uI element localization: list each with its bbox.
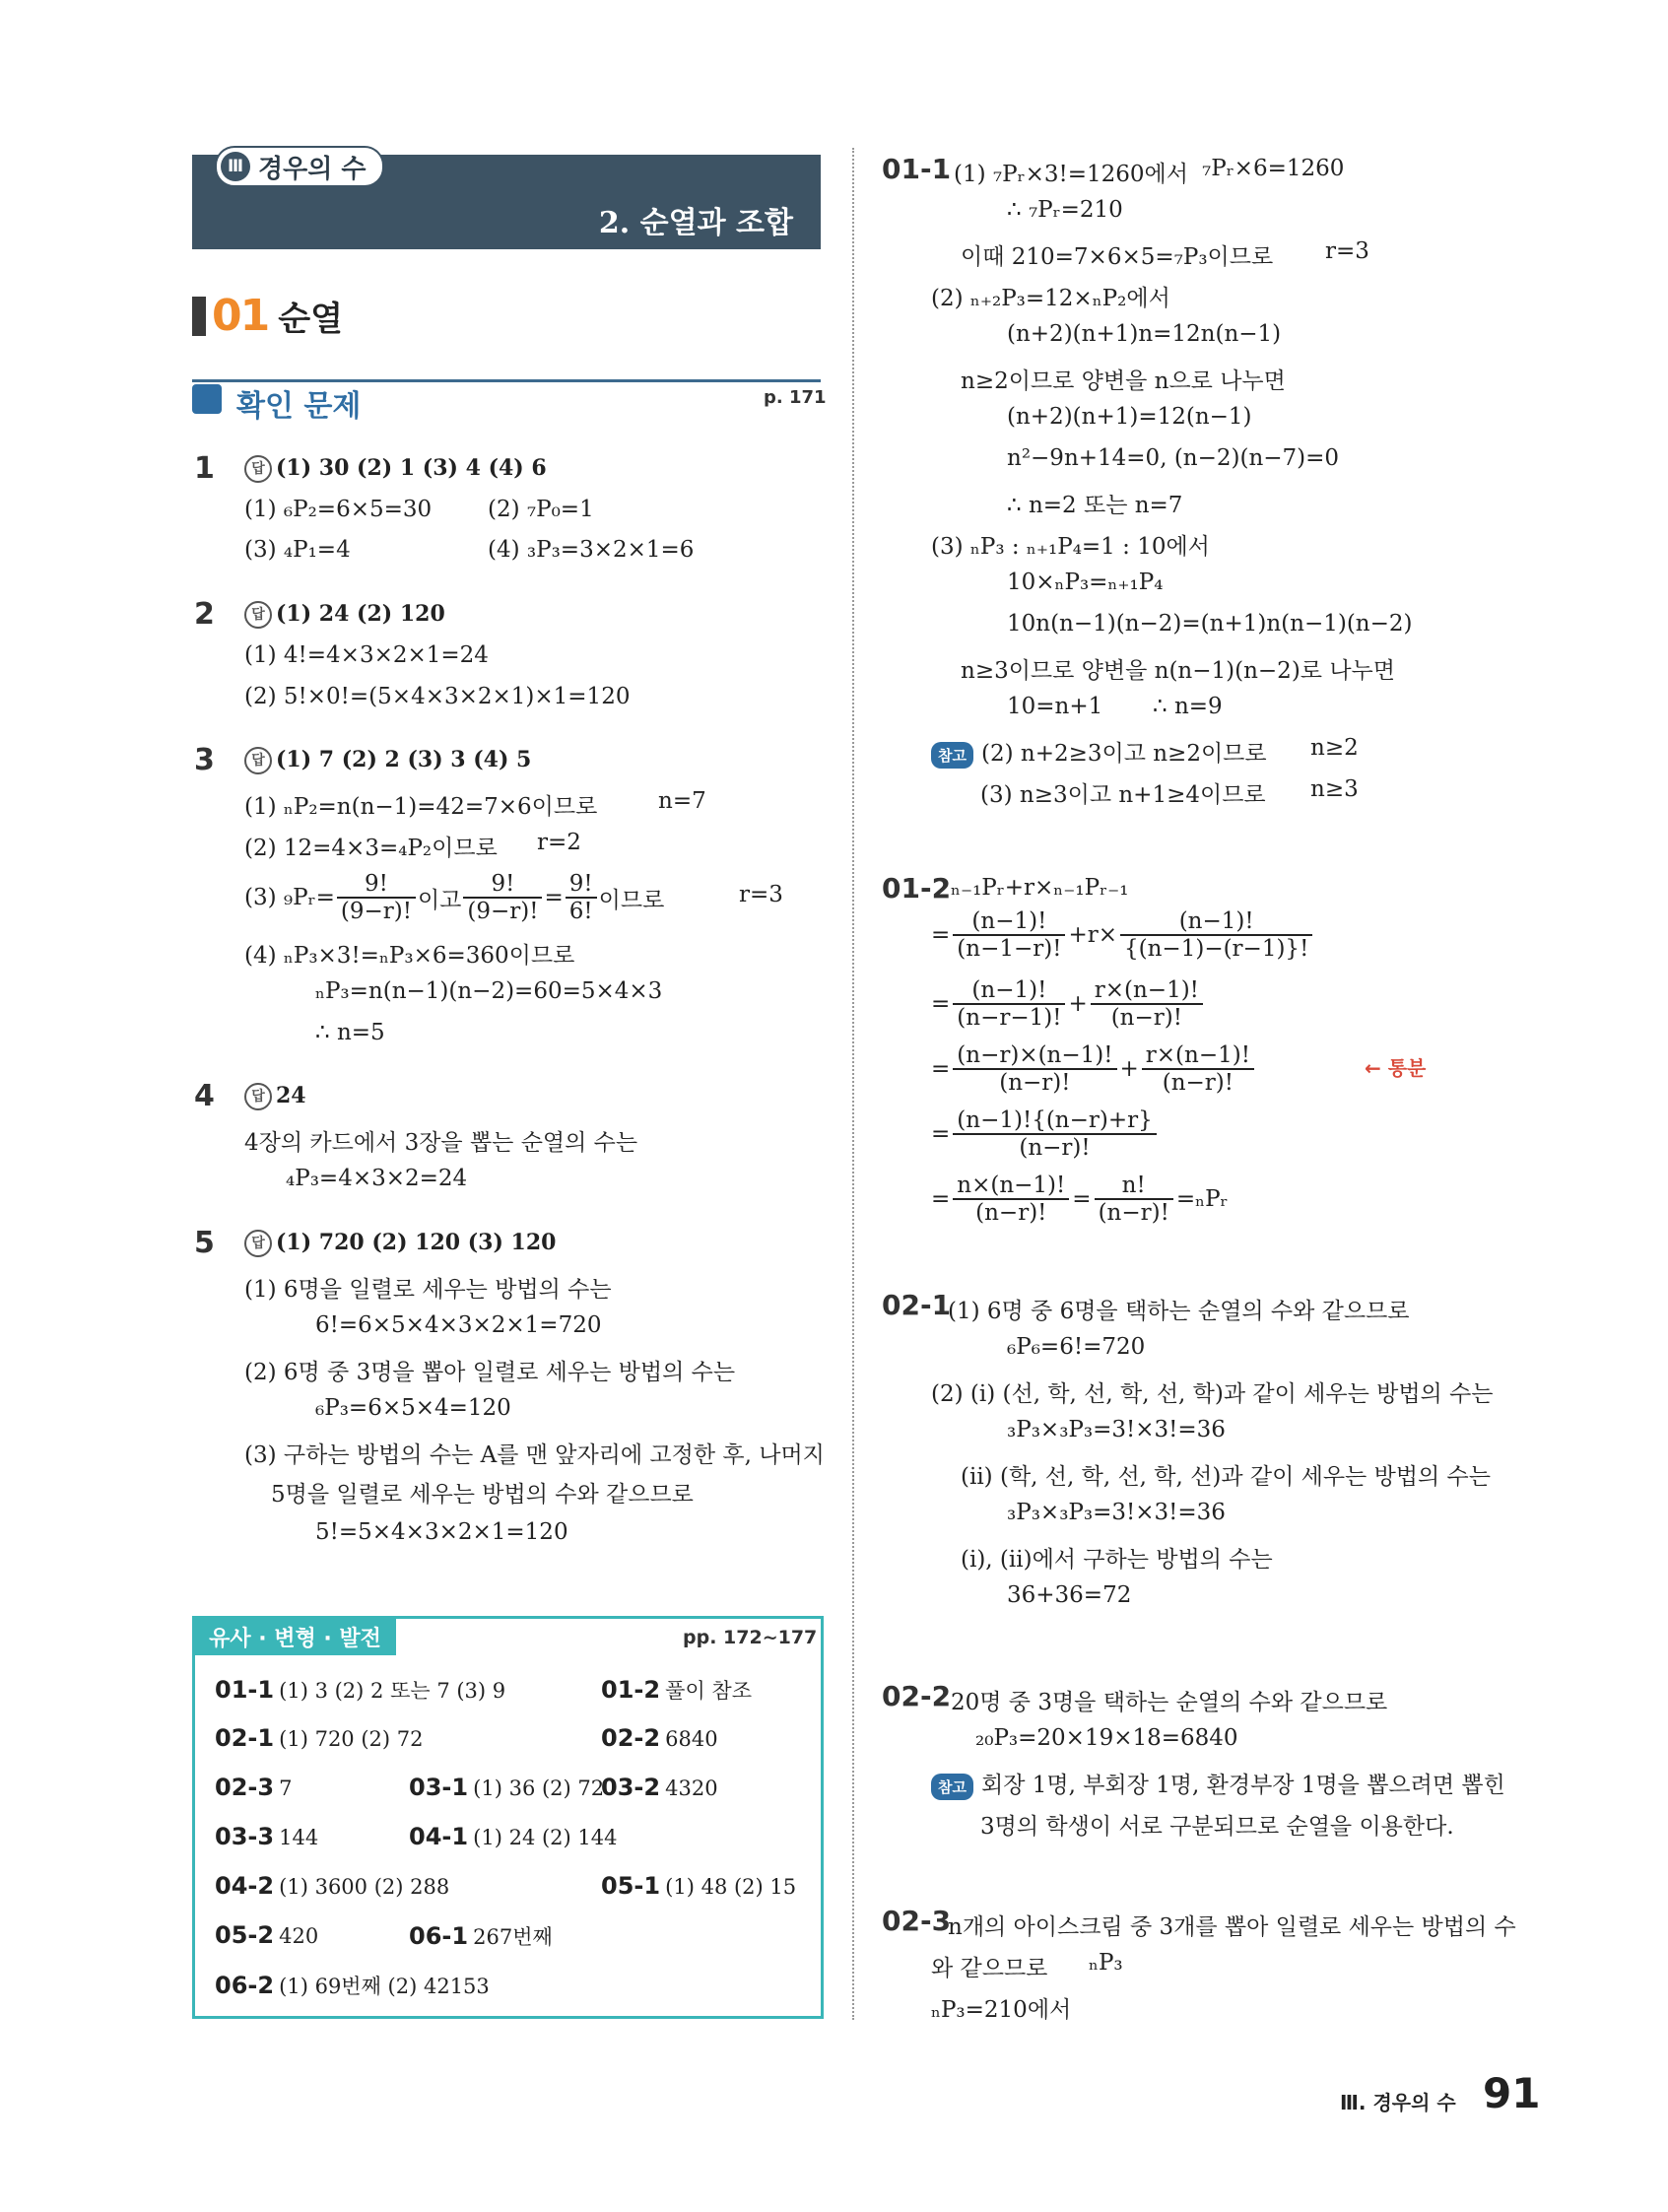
- solution-line: 와 같으므로: [931, 1956, 1048, 1981]
- solution-line: ∴ n=2 또는 n=7: [1007, 493, 1183, 518]
- summary-item: 04-1 (1) 24 (2) 144: [409, 1823, 618, 1850]
- solution-line: (1) ₇Pᵣ×3!=1260에서: [954, 162, 1188, 187]
- note-line: n≥2: [1310, 735, 1359, 761]
- note-line: n≥3: [1310, 776, 1359, 802]
- problem-number: 4: [194, 1079, 215, 1113]
- problem-number: 3: [194, 743, 215, 777]
- solution-line: 6!=6×5×4×3×2×1=720: [315, 1312, 602, 1338]
- check-problem-icon: [192, 384, 222, 414]
- answer-icon: 답: [244, 1083, 272, 1110]
- section-title: 2. 순열과 조합: [598, 206, 793, 240]
- check-problem-title: 확인 문제: [236, 389, 362, 424]
- solution-line: (ⅱ) (학, 선, 학, 선, 학, 선)과 같이 세우는 방법의 수는: [961, 1464, 1491, 1490]
- solution-line: ∴ n=9: [1153, 694, 1223, 719]
- solution-line: ₙP₃=210에서: [931, 1997, 1072, 2023]
- problem-number: 5: [194, 1226, 215, 1260]
- answer-line: 답 (1) 24 (2) 120: [244, 601, 445, 629]
- solution-line: (2) ₙ₊₂P₃=12×ₙP₂에서: [931, 286, 1170, 311]
- solution-line: 5명을 일렬로 세우는 방법의 수와 같으므로: [271, 1482, 694, 1508]
- exercise-label: 01-1: [882, 153, 952, 185]
- solution-line: (2) (ⅰ) (선, 학, 선, 학, 선, 학)과 같이 세우는 방법의 수는: [931, 1381, 1494, 1407]
- problem-number: 2: [194, 597, 215, 632]
- solution-line: ₆P₃=6×5×4=120: [315, 1395, 511, 1421]
- summary-item: 05-2 420: [215, 1921, 319, 1949]
- fraction: $\frac{r\times(n-1)!}{(n-r)!}$: [1091, 977, 1203, 1031]
- fraction: $\frac{r\times(n-1)!}{(n-r)!}$: [1142, 1042, 1254, 1096]
- equation-line: = $\frac{(n-r)\times(n-1)!}{(n-r)!}$ + $\frac{r\times(n-1)!}{(n-r)!}$: [931, 1042, 1254, 1096]
- summary-item: 03-2 4320: [601, 1774, 718, 1801]
- solution-line: 20명 중 3명을 택하는 순열의 수와 같으므로: [951, 1690, 1388, 1715]
- equation-line: = $\frac{(n-1)!}{(n-1-r)!}$ +r× $\frac{(n-1)!}{\{(n-1)-(r-1)\}!}$: [931, 908, 1312, 962]
- answer-icon: 답: [244, 455, 272, 483]
- check-page-ref: p. 171: [764, 387, 827, 408]
- section-title-text: 순열: [278, 300, 343, 339]
- solution-line: (1) 6명을 일렬로 세우는 방법의 수는: [244, 1277, 612, 1303]
- equation-line: = $\frac{(n-1)!}{(n-r-1)!}$ + $\frac{r\times(n-1)!}{(n-r)!}$: [931, 977, 1203, 1031]
- solution-line: 이때 210=7×6×5=₇P₃이므로: [961, 244, 1274, 270]
- fraction-line: (3) ₉Pᵣ= $\frac{9!}{(9-r)!}$ 이고 $\frac{9!}{(9-r)!}$ = $\frac{9!}{6!}$ 이므로: [244, 871, 665, 924]
- solution-line: ₇Pᵣ×6=1260: [1202, 156, 1345, 181]
- summary-item: 04-2 (1) 3600 (2) 288: [215, 1872, 450, 1900]
- fraction: $\frac{(n-1)!\{(n-r)+r\}}{(n-r)!}$: [953, 1107, 1156, 1161]
- summary-item: 05-1 (1) 48 (2) 15: [601, 1872, 797, 1900]
- solution-line: 36+36=72: [1007, 1582, 1132, 1608]
- note-badge: 참고: [931, 1774, 973, 1800]
- summary-item: 02-2 6840: [601, 1724, 718, 1752]
- answer-line: 답 (1) 7 (2) 2 (3) 3 (4) 5: [244, 747, 531, 774]
- equation-line: = $\frac{n\times(n-1)!}{(n-r)!}$ = $\frac{n!}{(n-r)!}$ =ₙPᵣ: [931, 1173, 1229, 1226]
- answer-line: 답 (1) 720 (2) 120 (3) 120: [244, 1230, 556, 1257]
- note-line: 참고 회장 1명, 부회장 1명, 환경부장 1명을 뽑으려면 뽑힌: [931, 1767, 1505, 1800]
- exercise-label: 01-2: [882, 872, 952, 905]
- note-badge: 참고: [931, 742, 973, 769]
- solution-line: (2) 5!×0!=(5×4×3×2×1)×1=120: [244, 684, 631, 709]
- solution-line: (1) 6명 중 6명을 택하는 순열의 수와 같으므로: [948, 1299, 1410, 1324]
- summary-item: 02-3 7: [215, 1774, 293, 1801]
- summary-item: 06-2 (1) 69번째 (2) 42153: [215, 1972, 490, 1999]
- solution-line: ∴ n=5: [315, 1020, 385, 1045]
- solution-line: r=3: [739, 882, 783, 907]
- solution-line: ₃P₃×₃P₃=3!×3!=36: [1007, 1417, 1226, 1442]
- solution-line: (3) ₄P₁=4: [244, 537, 351, 563]
- chapter-pill: [215, 146, 384, 187]
- solution-line: (3) 구하는 방법의 수는 A를 맨 앞자리에 고정한 후, 나머지: [244, 1442, 825, 1468]
- answer-line: 답 (1) 30 (2) 1 (3) 4 (4) 6: [244, 455, 547, 483]
- summary-item: 01-2 풀이 참조: [601, 1676, 752, 1704]
- solution-line: (n+2)(n+1)n=12n(n−1): [1007, 321, 1282, 347]
- footer-chapter: Ⅲ. 경우의 수: [1340, 2091, 1456, 2114]
- solution-line: (2) 12=4×3=₄P₂이므로: [244, 836, 498, 861]
- fraction: $\frac{(n-1)!}{(n-1-r)!}$: [953, 908, 1065, 962]
- equation-line: = $\frac{(n-1)!\{(n-r)+r\}}{(n-r)!}$: [931, 1107, 1157, 1161]
- summary-page-ref: pp. 172~177: [683, 1627, 818, 1648]
- solution-line: (4) ₃P₃=3×2×1=6: [488, 537, 695, 563]
- exercise-label: 02-1: [882, 1289, 952, 1321]
- fraction: $\frac{n!}{(n-r)!}$: [1095, 1173, 1173, 1226]
- solution-line: 10n(n−1)(n−2)=(n+1)n(n−1)(n−2): [1007, 611, 1413, 637]
- solution-line: 5!=5×4×3×2×1=120: [315, 1519, 568, 1545]
- solution-line: 4장의 카드에서 3장을 뽑는 순열의 수는: [244, 1130, 638, 1156]
- note-line: 참고 (2) n+2≥3이고 n≥2이므로: [931, 735, 1267, 769]
- solution-line: ₙ₋₁Pᵣ+r×ₙ₋₁Pᵣ₋₁: [951, 875, 1129, 901]
- note-line: 3명의 학생이 서로 구분되므로 순열을 이용한다.: [980, 1814, 1454, 1840]
- solution-line: ₙP₃=n(n−1)(n−2)=60=5×4×3: [315, 978, 663, 1004]
- summary-item: 03-1 (1) 36 (2) 72: [409, 1774, 605, 1801]
- summary-title: 유사 · 변형 · 발전: [194, 1618, 396, 1655]
- solution-line: n개의 아이스크림 중 3개를 뽑아 일렬로 세우는 방법의 수: [948, 1914, 1516, 1940]
- solution-line: ∴ ₇Pᵣ=210: [1007, 197, 1123, 223]
- solution-line: n≥3이므로 양변을 n(n−1)(n−2)로 나누면: [961, 658, 1395, 684]
- problem-number: 1: [194, 451, 215, 486]
- fraction: $\frac{9!}{(9-r)!}$: [337, 871, 416, 924]
- solution-line: ₙP₃: [1089, 1950, 1123, 1976]
- solution-line: (1) ₆P₂=6×5=30: [244, 497, 433, 522]
- exercise-label: 02-2: [882, 1680, 952, 1712]
- fraction: $\frac{(n-1)!}{\{(n-1)-(r-1)\}!}$: [1120, 908, 1312, 962]
- exercise-label: 02-3: [882, 1905, 952, 1937]
- note-line: (3) n≥3이고 n+1≥4이므로: [980, 782, 1266, 808]
- page-number: 91: [1483, 2069, 1541, 2117]
- summary-item: 01-1 (1) 3 (2) 2 또는 7 (3) 9: [215, 1676, 506, 1704]
- summary-item: 02-1 (1) 720 (2) 72: [215, 1724, 424, 1752]
- answer-line: 답 24: [244, 1083, 306, 1110]
- arrow-note: ← 통분: [1365, 1056, 1427, 1080]
- solution-line: ₄P₃=4×3×2=24: [286, 1166, 468, 1191]
- section-heading: [192, 291, 343, 341]
- solution-line: (1) ₙP₂=n(n−1)=42=7×6이므로: [244, 794, 598, 820]
- solution-line: 10=n+1: [1007, 694, 1103, 719]
- solution-line: 10×ₙP₃=ₙ₊₁P₄: [1007, 570, 1164, 595]
- fraction: $\frac{9!}{6!}$: [566, 871, 597, 924]
- solution-line: (2) ₇P₀=1: [488, 497, 594, 522]
- solution-line: (1) 4!=4×3×2×1=24: [244, 642, 489, 668]
- solution-line: (3) ₙP₃ : ₙ₊₁P₄=1 : 10에서: [931, 534, 1210, 560]
- section-bar: [192, 297, 206, 336]
- chapter-number-badge: Ⅲ: [221, 152, 250, 181]
- fraction: $\frac{9!}{(9-r)!}$: [463, 871, 542, 924]
- answer-icon: 답: [244, 1230, 272, 1257]
- summary-item: 03-3 144: [215, 1823, 319, 1850]
- solution-line: n≥2이므로 양변을 n으로 나누면: [961, 369, 1286, 394]
- solution-line: (2) 6명 중 3명을 뽑아 일렬로 세우는 방법의 수는: [244, 1360, 736, 1385]
- answer-icon: 답: [244, 747, 272, 774]
- section-number: 01: [212, 291, 269, 341]
- summary-item: 06-1 267번째: [409, 1922, 553, 1950]
- solution-line: n²−9n+14=0, (n−2)(n−7)=0: [1007, 445, 1340, 471]
- solution-line: (ⅰ), (ⅱ)에서 구하는 방법의 수는: [961, 1547, 1273, 1573]
- solution-line: r=3: [1325, 238, 1369, 264]
- solution-line: n=7: [658, 788, 706, 814]
- solution-line: ₂₀P₃=20×19×18=6840: [975, 1725, 1238, 1751]
- solution-line: r=2: [537, 830, 581, 855]
- column-divider: [852, 148, 854, 2020]
- fraction: $\frac{(n-1)!}{(n-r-1)!}$: [953, 977, 1065, 1031]
- fraction: $\frac{n\times(n-1)!}{(n-r)!}$: [953, 1173, 1069, 1226]
- chapter-title: 경우의 수: [258, 154, 367, 184]
- fraction: $\frac{(n-r)\times(n-1)!}{(n-r)!}$: [953, 1042, 1116, 1096]
- solution-line: (n+2)(n+1)=12(n−1): [1007, 404, 1252, 430]
- solution-line: ₃P₃×₃P₃=3!×3!=36: [1007, 1500, 1226, 1525]
- solution-line: (4) ₙP₃×3!=ₙP₃×6=360이므로: [244, 943, 575, 969]
- answer-icon: 답: [244, 601, 272, 629]
- solution-line: ₆P₆=6!=720: [1007, 1334, 1146, 1360]
